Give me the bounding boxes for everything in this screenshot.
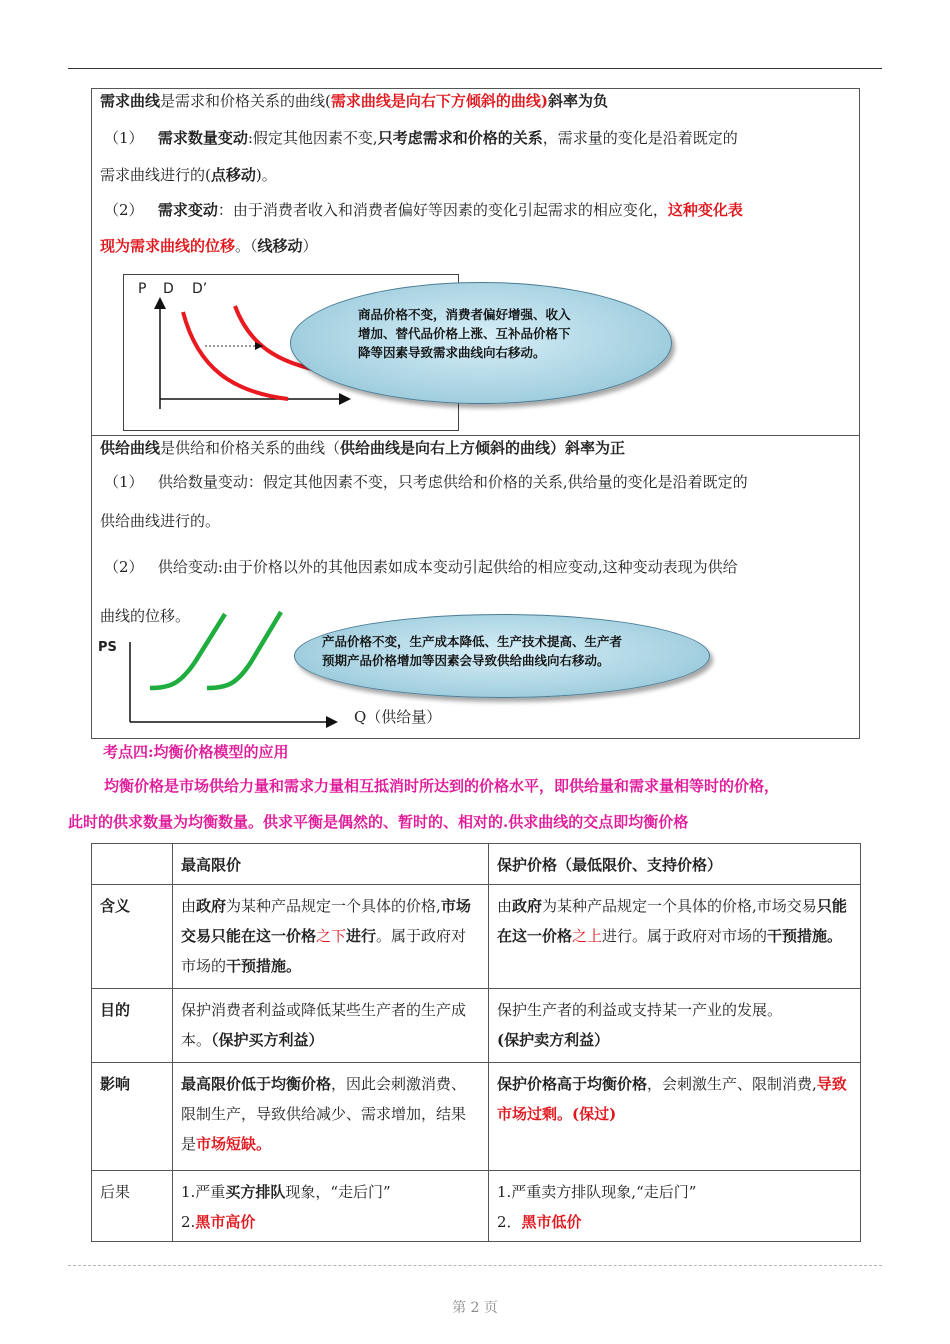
cell-impact-support: 保护价格高于均衡价格，会刺激生产、限制消费,导致市场过剩。(保过) (489, 1063, 861, 1171)
demand-callout-line-3: 降等因素导致需求曲线向右移动。 (358, 345, 546, 360)
demand-label-p: P (138, 281, 147, 297)
supply-point-2: （2） 供给变动:由于价格以外的其他因素如成本变动引起供给的相应变动,这种变动表现为供给 (104, 558, 738, 576)
demand-callout-line-1: 商品价格不变，消费者偏好增强、收入 (358, 307, 571, 322)
demand-label-d-prime: D’ (192, 281, 208, 297)
demand-callout-line-2: 增加、替代品价格上涨、互补品价格下 (358, 326, 571, 341)
supply-axis-ps: PS (98, 640, 117, 655)
supply-title: 供给曲线是供给和价格关系的曲线（供给曲线是向右上方倾斜的曲线）斜率为正 (100, 439, 626, 457)
page-number: 第 2 页 (452, 1300, 498, 1316)
header-rule (68, 68, 882, 69)
supply-point-1: （1） 供给数量变动：假定其他因素不变，只考虑供给和价格的关系,供给量的变化是沿着既定的 (104, 473, 748, 491)
demand-label-d: D (163, 281, 174, 297)
point4-heading: 考点四:均衡价格模型的应用 (103, 743, 289, 761)
table-header-support-price: 保护价格（最低限价、支持价格） (489, 844, 861, 885)
cell-purpose-support: 保护生产者的利益或支持某一产业的发展。 (保护卖方利益） (489, 989, 861, 1063)
demand-point-1-cont: 需求曲线进行的(点移动)。 (100, 166, 277, 184)
cell-consequence-support: 1.严重卖方排队现象,“走后门” 2．黑市低价 (489, 1171, 861, 1242)
demand-point-2: （2） 需求变动：由于消费者收入和消费者偏好等因素的变化引起需求的相应变化，这种变化表 (104, 201, 743, 219)
table-row (92, 1171, 861, 1242)
demand-title: 需求曲线是需求和价格关系的曲线(需求曲线是向右下方倾斜的曲线)斜率为负 (100, 92, 608, 110)
table-row (92, 989, 861, 1063)
table-header-max-price: 最高限价 (173, 844, 489, 885)
table-header-empty (92, 844, 173, 885)
cell-impact-max: 最高限价低于均衡价格，因此会刺激消费、限制生产，导致供给减少、需求增加，结果是市场短缺。 (173, 1063, 489, 1171)
row-label-consequence: 后果 (92, 1171, 173, 1242)
demand-point-2-cont: 现为需求曲线的位移。（线移动） (100, 237, 318, 255)
table-header-row (92, 844, 861, 885)
table-row (92, 1063, 861, 1171)
row-label-purpose: 目的 (92, 989, 173, 1063)
row-label-impact: 影响 (92, 1063, 173, 1171)
demand-point-1: （1） 需求数量变动:假定其他因素不变,只考虑需求和价格的关系，需求量的变化是沿着既定的 (104, 129, 738, 147)
supply-axis-q: Q（供给量） (354, 708, 442, 726)
table-row (92, 885, 861, 989)
point4-line-1: 均衡价格是市场供给力量和需求力量相互抵消时所达到的价格水平，即供给量和需求量相等时的价格， (104, 777, 780, 795)
point4-line-2: 此时的供求数量为均衡数量。供求平衡是偶然的、暂时的、相对的.供求曲线的交点即均衡价格 (68, 813, 689, 831)
supply-callout-line-1: 产品价格不变，生产成本降低、生产技术提高、生产者 (322, 634, 623, 649)
supply-point-2-cont: 曲线的位移。 (100, 607, 191, 625)
cell-meaning-max: 由政府为某种产品规定一个具体的价格,市场交易只能在这一价格之下进行。属于政府对市场的干预措施。 (173, 885, 489, 989)
supply-curve-s (150, 614, 225, 688)
supply-point-1-cont: 供给曲线进行的。 (100, 512, 221, 530)
price-control-table (91, 843, 861, 1242)
cell-consequence-max: 1.严重买方排队现象，“走后门” 2.黑市高价 (173, 1171, 489, 1242)
footer-rule (68, 1265, 882, 1266)
supply-callout-line-2: 预期产品价格增加等因素会导致供给曲线向右移动。 (322, 653, 610, 668)
cell-meaning-support: 由政府为某种产品规定一个具体的价格,市场交易只能在这一价格之上进行。属于政府对市场的干预措施。 (489, 885, 861, 989)
cell-purpose-max: 保护消费者利益或降低某些生产者的生产成本。（保护买方利益） (173, 989, 489, 1063)
row-label-meaning: 含义 (92, 885, 173, 989)
